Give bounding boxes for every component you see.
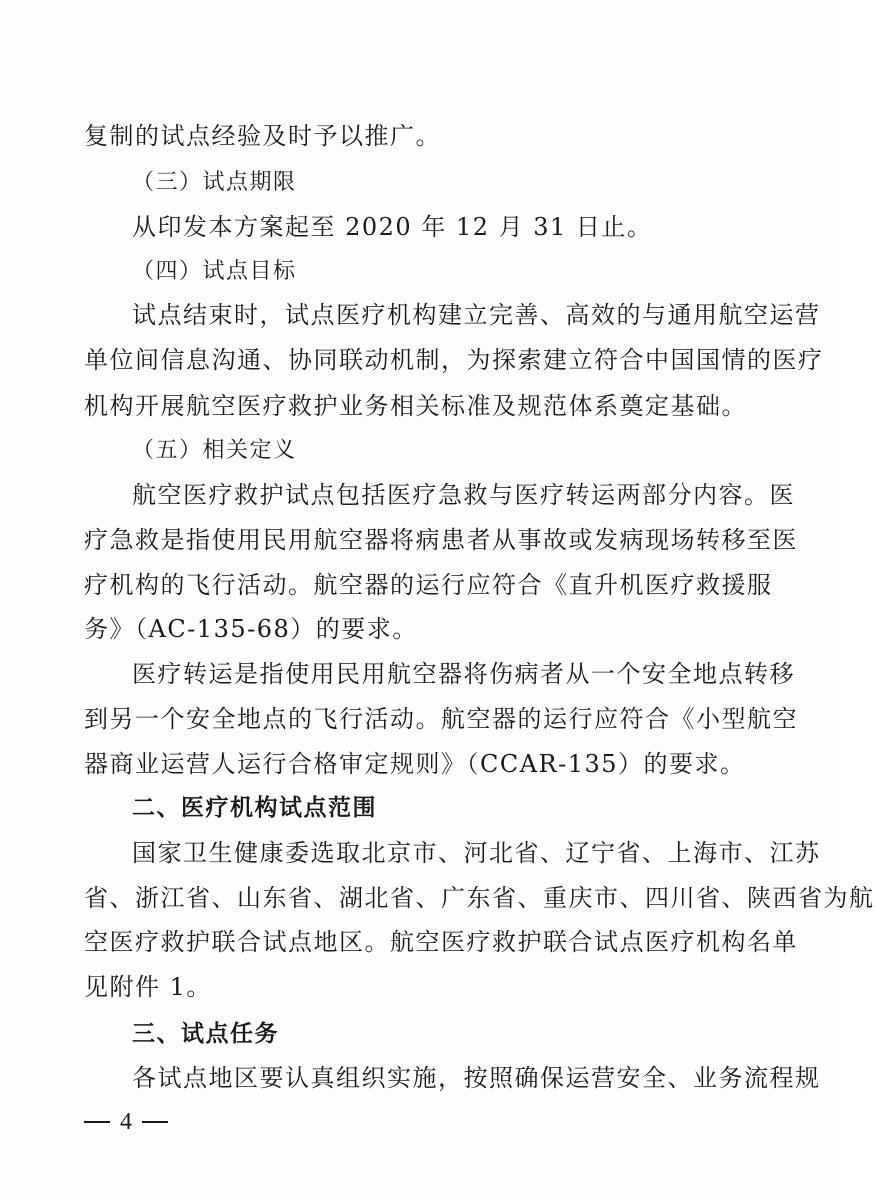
footer-dash-left <box>84 1121 110 1123</box>
section-title: 二、医疗机构试点范围 <box>132 795 377 821</box>
paragraph-line: 国家卫生健康委选取北京市、河北省、辽宁省、上海市、江苏 <box>132 839 821 867</box>
paragraph-line: 从印发本方案起至 2020 年 12 月 31 日止。 <box>132 213 653 241</box>
page-number: 4 <box>120 1109 132 1135</box>
paragraph-line: 单位间信息沟通、协同联动机制，为探索建立符合中国国情的医疗 <box>84 346 824 374</box>
paragraph-line: 疗机构的飞行活动。航空器的运行应符合《直升机医疗救援服 <box>84 571 773 599</box>
paragraph-line: 复制的试点经验及时予以推广。 <box>84 122 441 150</box>
paragraph-line: 航空医疗救护试点包括医疗急救与医疗转运两部分内容。医 <box>132 481 795 509</box>
section-heading: （五）相关定义 <box>132 438 297 463</box>
section-title: 三、试点任务 <box>132 1021 279 1047</box>
paragraph-line: 机构开展航空医疗救护业务相关标准及规范体系奠定基础。 <box>84 392 747 420</box>
paragraph-line: 见附件 1。 <box>84 973 212 1001</box>
footer-dash-right <box>142 1121 168 1123</box>
paragraph-line: 疗急救是指使用民用航空器将病患者从事故或发病现场转移至医 <box>84 526 798 554</box>
page-footer <box>84 1107 168 1137</box>
paragraph-line: 器商业运营人运行合格审定规则》（CCAR-135）的要求。 <box>84 750 746 778</box>
paragraph-line: 医疗转运是指使用民用航空器将伤病者从一个安全地点转移 <box>132 660 795 688</box>
paragraph-line: 空医疗救护联合试点地区。航空医疗救护联合试点医疗机构名单 <box>84 928 798 956</box>
paragraph-line: 到另一个安全地点的飞行活动。航空器的运行应符合《小型航空 <box>84 705 798 733</box>
paragraph-line: 各试点地区要认真组织实施，按照确保运营安全、业务流程规 <box>132 1064 821 1092</box>
section-heading: （四）试点目标 <box>132 259 297 284</box>
section-heading: （三）试点期限 <box>132 170 297 195</box>
paragraph-line: 试点结束时，试点医疗机构建立完善、高效的与通用航空运营 <box>132 301 821 329</box>
paragraph-line: 省、浙江省、山东省、湖北省、广东省、重庆市、四川省、陕西省为航 <box>84 884 875 912</box>
paragraph-line: 务》（AC-135-68）的要求。 <box>84 615 418 643</box>
